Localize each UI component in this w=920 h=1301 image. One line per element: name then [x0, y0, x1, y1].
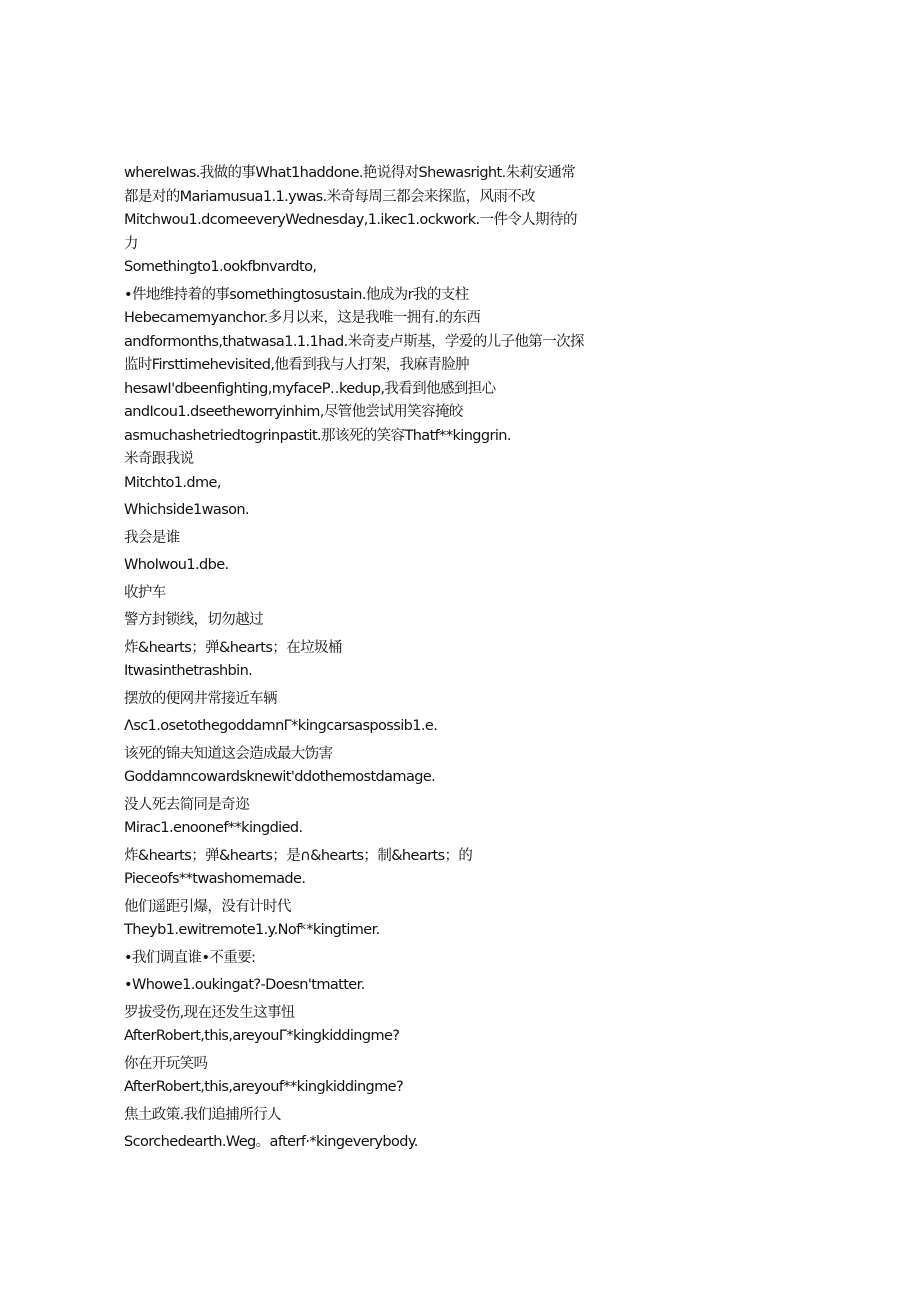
text-line: 摆放的便网井常接近车辆: [124, 690, 277, 707]
text-line: •Whowe1.oukingat?-Doesn'tmatter.: [124, 977, 365, 993]
text-line: 焦土政策.我们追捕所行人: [124, 1106, 281, 1123]
text-line: 我会是谁: [124, 529, 180, 546]
text-line: Mirac1.enoonef**kingdied.: [124, 820, 303, 836]
text-line: andIcou1.dseetheworryinhim,尽管他尝试用笑容掩皎: [124, 404, 463, 420]
text-line: 炸&hearts；弹&hearts；是∩&hearts；制&hearts；的: [124, 847, 473, 864]
text-line: 警方封锁线，切勿越过: [124, 612, 263, 628]
text-line: 他们遥距引爆，没有计时代: [124, 898, 291, 915]
text-line: 监时Firsttimehevisited,他看到我与人打架，我麻青脸肿: [124, 357, 469, 373]
text-line: Mitchto1.dme,: [124, 474, 221, 491]
text-line: •件地维持着的事somethingtosustain.他成为r我的支柱: [124, 286, 469, 303]
text-line: 你在开玩笑吗: [124, 1055, 208, 1072]
text-line: Goddamncowardsknewit'ddothemostdamage.: [124, 769, 436, 785]
text-line: Pieceofs**twashomemade.: [124, 871, 306, 887]
document-body: [124, 162, 614, 1155]
text-line: 力: [124, 235, 138, 252]
text-line: whereIwas.我做的事What1haddone.艳说得对Shewasright.朱莉安通常: [124, 165, 576, 181]
text-line: 没人死去简同是奇迩: [124, 796, 250, 813]
text-line: Somethingto1.ookfbnvardto,: [124, 259, 317, 275]
text-line: Scorchedearth.Weg。afterf·*kingeverybody.: [124, 1134, 418, 1150]
text-line: AfterRobert,this,areyouf**kingkiddingme?: [124, 1079, 404, 1095]
text-line: 炸&hearts；弹&hearts；在垃圾桶: [124, 639, 342, 656]
text-line: •我们调直谁•不重要:: [124, 949, 256, 966]
text-line: 收护车: [124, 584, 166, 601]
text-line: 该死的锦夫知道这会造成最大饬害: [124, 745, 333, 762]
text-line: Λsc1.osetothegoddamnΓ*kingcarsaspossib1.e.: [124, 718, 438, 734]
text-line: AfterRobert,this,areyouΓ*kingkiddingme?: [124, 1028, 400, 1044]
text-line: 罗拔受伤,现在还发生这事忸: [124, 1004, 295, 1021]
text-line: 米奇跟我说: [124, 451, 194, 467]
text-line: Whichside1wason.: [124, 502, 250, 518]
text-line: andformonths,thatwasa1.1.1had.米奇麦卢斯基，学爱的儿子他第一次探: [124, 333, 584, 350]
text-line: WhoIwou1.dbe.: [124, 557, 229, 573]
text-line: Itwasinthetrashbin.: [124, 663, 253, 679]
text-line: Mitchwou1.dcomeeveryWednesday,1.ikec1.ockwork.一件令人期待的: [124, 212, 577, 228]
text-line: 都是对的Mariamusua1.1.ywas.米奇每周三都会来探监，风雨不改: [124, 188, 536, 205]
text-line: Hebecamemyanchor.多月以来，这是我唯一拥有.的东西: [124, 310, 481, 326]
text-line: hesawI'dbeenfighting,myfaceP‥kedup,我看到他感到担心: [124, 380, 496, 397]
text-line: asmuchashetriedtogrinpastit.那该死的笑容Thatf**kinggrin.: [124, 427, 511, 444]
text-line: Theyb1.ewitremote1.y.Nofᵏ*kingtimer.: [124, 922, 380, 938]
